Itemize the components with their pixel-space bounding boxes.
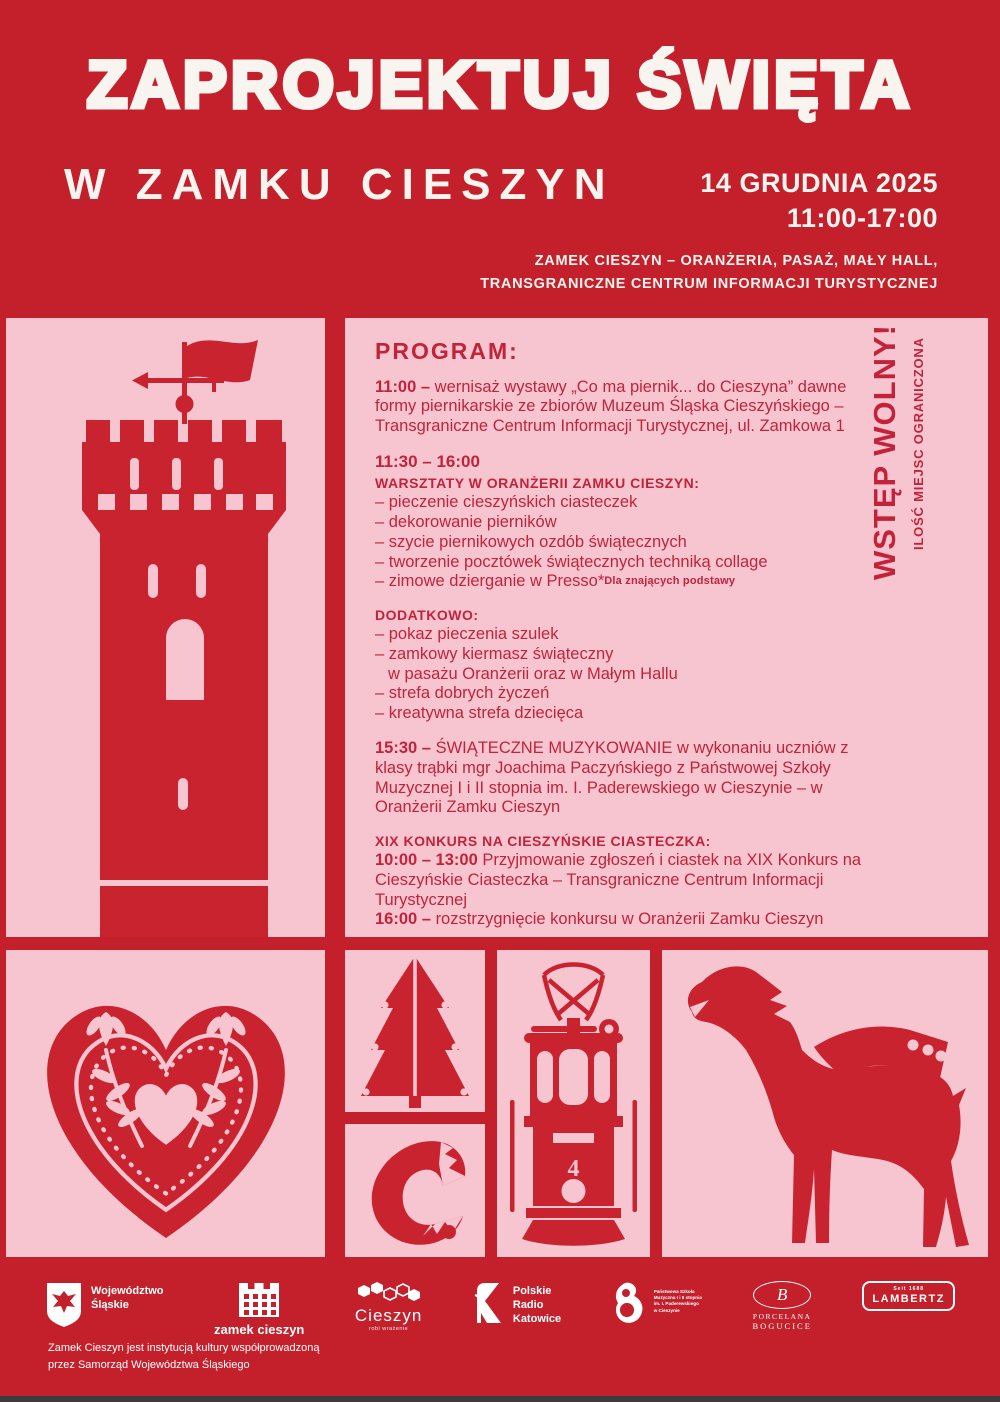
porcelana-line2: BOGUCICE: [752, 1321, 812, 1331]
institution-note: Zamek Cieszyn jest instytucją kultury współprowadzoną przez Samorząd Województwa Śląskiego: [48, 1342, 320, 1372]
contest-entry-text: Przyjmowanie zgłoszeń i ciastek na XIX Konkurs na Cieszyńskie Ciasteczka – Transgraniczne Centrum Informacji Turystycznej: [375, 850, 862, 909]
croissant-illustration: [345, 1124, 485, 1257]
workshop-item: – dekorowanie pierników: [375, 512, 557, 531]
wojewodztwo-slaskie-logo: [45, 1281, 164, 1327]
porcelana-line1: PORCELANA: [752, 1312, 812, 1321]
croissant-panel: [345, 1124, 485, 1257]
lambertz-name: LAMBERTZ: [872, 1293, 945, 1305]
cieszyn-tagline: robi wrażenie: [369, 1326, 409, 1332]
program-workshops: [375, 452, 867, 592]
contest-result-time: 16:00 –: [375, 910, 431, 929]
flag-icon: [187, 340, 258, 382]
program-contest: [375, 833, 867, 930]
castle-panel: [6, 318, 325, 937]
extras-item: – zamkowy kiermasz świąteczny: [375, 644, 614, 663]
concert-text: ŚWIĄTECZNE MUZYKOWANIE w wykonaniu uczniów z klasy trąbki mgr Joachima Paczyńskiego z Państwowej Szkoły Muzycznej I i II stopnia im. I. Paderewskiego w Cieszynie – w Oranżerii Zamku Cieszyn: [375, 738, 849, 817]
program-concert: [375, 739, 867, 818]
workshop-item: – tworzenie pocztówek świątecznych techniką collage: [375, 552, 768, 571]
zamek-label: zamek cieszyn: [214, 1322, 305, 1337]
header-right-block: [480, 168, 938, 296]
footer-band: [0, 1257, 1000, 1396]
extras-heading: DODATKOWO:: [375, 607, 479, 624]
paper-tree-illustration: [345, 950, 485, 1112]
contest-result: [375, 910, 867, 930]
poster-title: ZAPROJEKTUJ ŚWIĘTA: [86, 47, 914, 121]
music-school-icon: [612, 1281, 646, 1325]
castle-door: [166, 619, 204, 700]
deer-illustration: [662, 950, 988, 1257]
deer-panel: [662, 950, 988, 1257]
radio-label: Polskie Radio Katowice: [512, 1285, 562, 1325]
contest-entry: [375, 851, 867, 910]
concert-time: 15:30 –: [375, 738, 431, 757]
tree-panel: [345, 950, 485, 1112]
vernissage-time: 11:00 –: [375, 377, 431, 396]
silesia-eagle-icon: [45, 1281, 83, 1327]
program-content: [375, 338, 867, 945]
poster-subtitle: W ZAMKU CIESZYN: [64, 160, 615, 209]
program-panel: [345, 318, 988, 937]
folk-heart-illustration: [6, 950, 325, 1257]
event-date: 14 GRUDNIA 2025: [700, 168, 938, 198]
contest-result-text: rozstrzygnięcie konkursu w Oranżerii Zamku Cieszyn: [435, 910, 824, 929]
castle-tower-illustration: [6, 318, 325, 937]
extras-item: – pokaz pieczenia szulek: [375, 624, 559, 643]
radio-k-icon: [473, 1281, 505, 1323]
program-vernissage: [375, 378, 867, 437]
workshop-footnote: Dla znających podstawy: [604, 575, 736, 588]
heart-panel: [6, 950, 325, 1257]
free-entry-note: WSTĘP WOLNY!: [867, 324, 902, 580]
program-extras: [375, 607, 867, 724]
workshops-time: 11:30 – 16:00: [375, 451, 480, 471]
extras-item: – kreatywna strefa dziecięca: [375, 704, 584, 723]
music-school-logo: [612, 1281, 702, 1325]
workshop-item: – szycie piernikowych ozdób świątecznych: [375, 532, 687, 551]
polskie-radio-katowice-logo: [473, 1281, 561, 1326]
workshops-heading: WARSZTATY W ORANŻERII ZAMKU CIESZYN:: [375, 475, 700, 492]
cieszyn-name: Cieszyn: [354, 1306, 423, 1325]
porcelana-monogram: B: [753, 1281, 811, 1309]
zamek-castle-icon: [236, 1281, 282, 1317]
wojewodztwo-label: Województwo Śląskie: [91, 1285, 164, 1311]
cieszyn-hexagons-icon: [358, 1281, 420, 1303]
lambertz-top-label: Seit 1688: [893, 1286, 925, 1292]
contest-heading: XIX KONKURS NA CIESZYŃSKIE CIASTECZKA:: [375, 833, 711, 850]
workshop-item-last: [375, 572, 867, 592]
extras-item: – strefa dobrych życzeń: [375, 684, 550, 703]
vernissage-text: wernisaż wystawy „Co ma piernik... do Cieszyna” dawne formy piernikarskie ze zbiorów Muzeum Śląska Cieszyńskiego – Transgraniczne Centrum Informacji Turystycznej, ul. Zamkowa 1: [375, 377, 847, 436]
extras-item-continuation: w pasażu Oranżerii oraz w Małym Hallu: [388, 664, 678, 683]
music-school-label: Państwowa Szkoła Muzyczna I i II stopnia im. I. Paderewskiego w Cieszynie: [653, 1289, 702, 1313]
limited-seats-note: ILOŚĆ MIEJSC OGRANICZONA: [911, 337, 926, 550]
tram-illustration: [497, 950, 650, 1257]
workshop-last-text: – zimowe dzierganie w Presso*: [375, 572, 605, 591]
porcelana-bogucice-logo: [752, 1281, 811, 1331]
event-venue: [480, 250, 938, 296]
lambertz-logo: [862, 1281, 955, 1311]
contest-entry-time: 10:00 – 13:00: [375, 850, 478, 869]
cieszyn-city-logo: [355, 1281, 422, 1332]
venue-line-2: TRANSGRANICZNE CENTRUM INFORMACJI TURYSTYCZNEJ: [480, 276, 938, 293]
venue-line-1: ZAMEK CIESZYN – ORANŻERIA, PASAŻ, MAŁY HALL,: [534, 253, 938, 269]
bottom-print-strip: [0, 1396, 1000, 1402]
tram-number: 4: [567, 1156, 580, 1182]
workshop-item: – pieczenie cieszyńskich ciasteczek: [375, 493, 638, 512]
event-time: 11:00-17:00: [786, 203, 938, 233]
tram-panel: [497, 950, 650, 1257]
program-heading: PROGRAM:: [375, 338, 519, 364]
zamek-cieszyn-logo: [214, 1281, 304, 1337]
partner-logos: [45, 1281, 955, 1337]
